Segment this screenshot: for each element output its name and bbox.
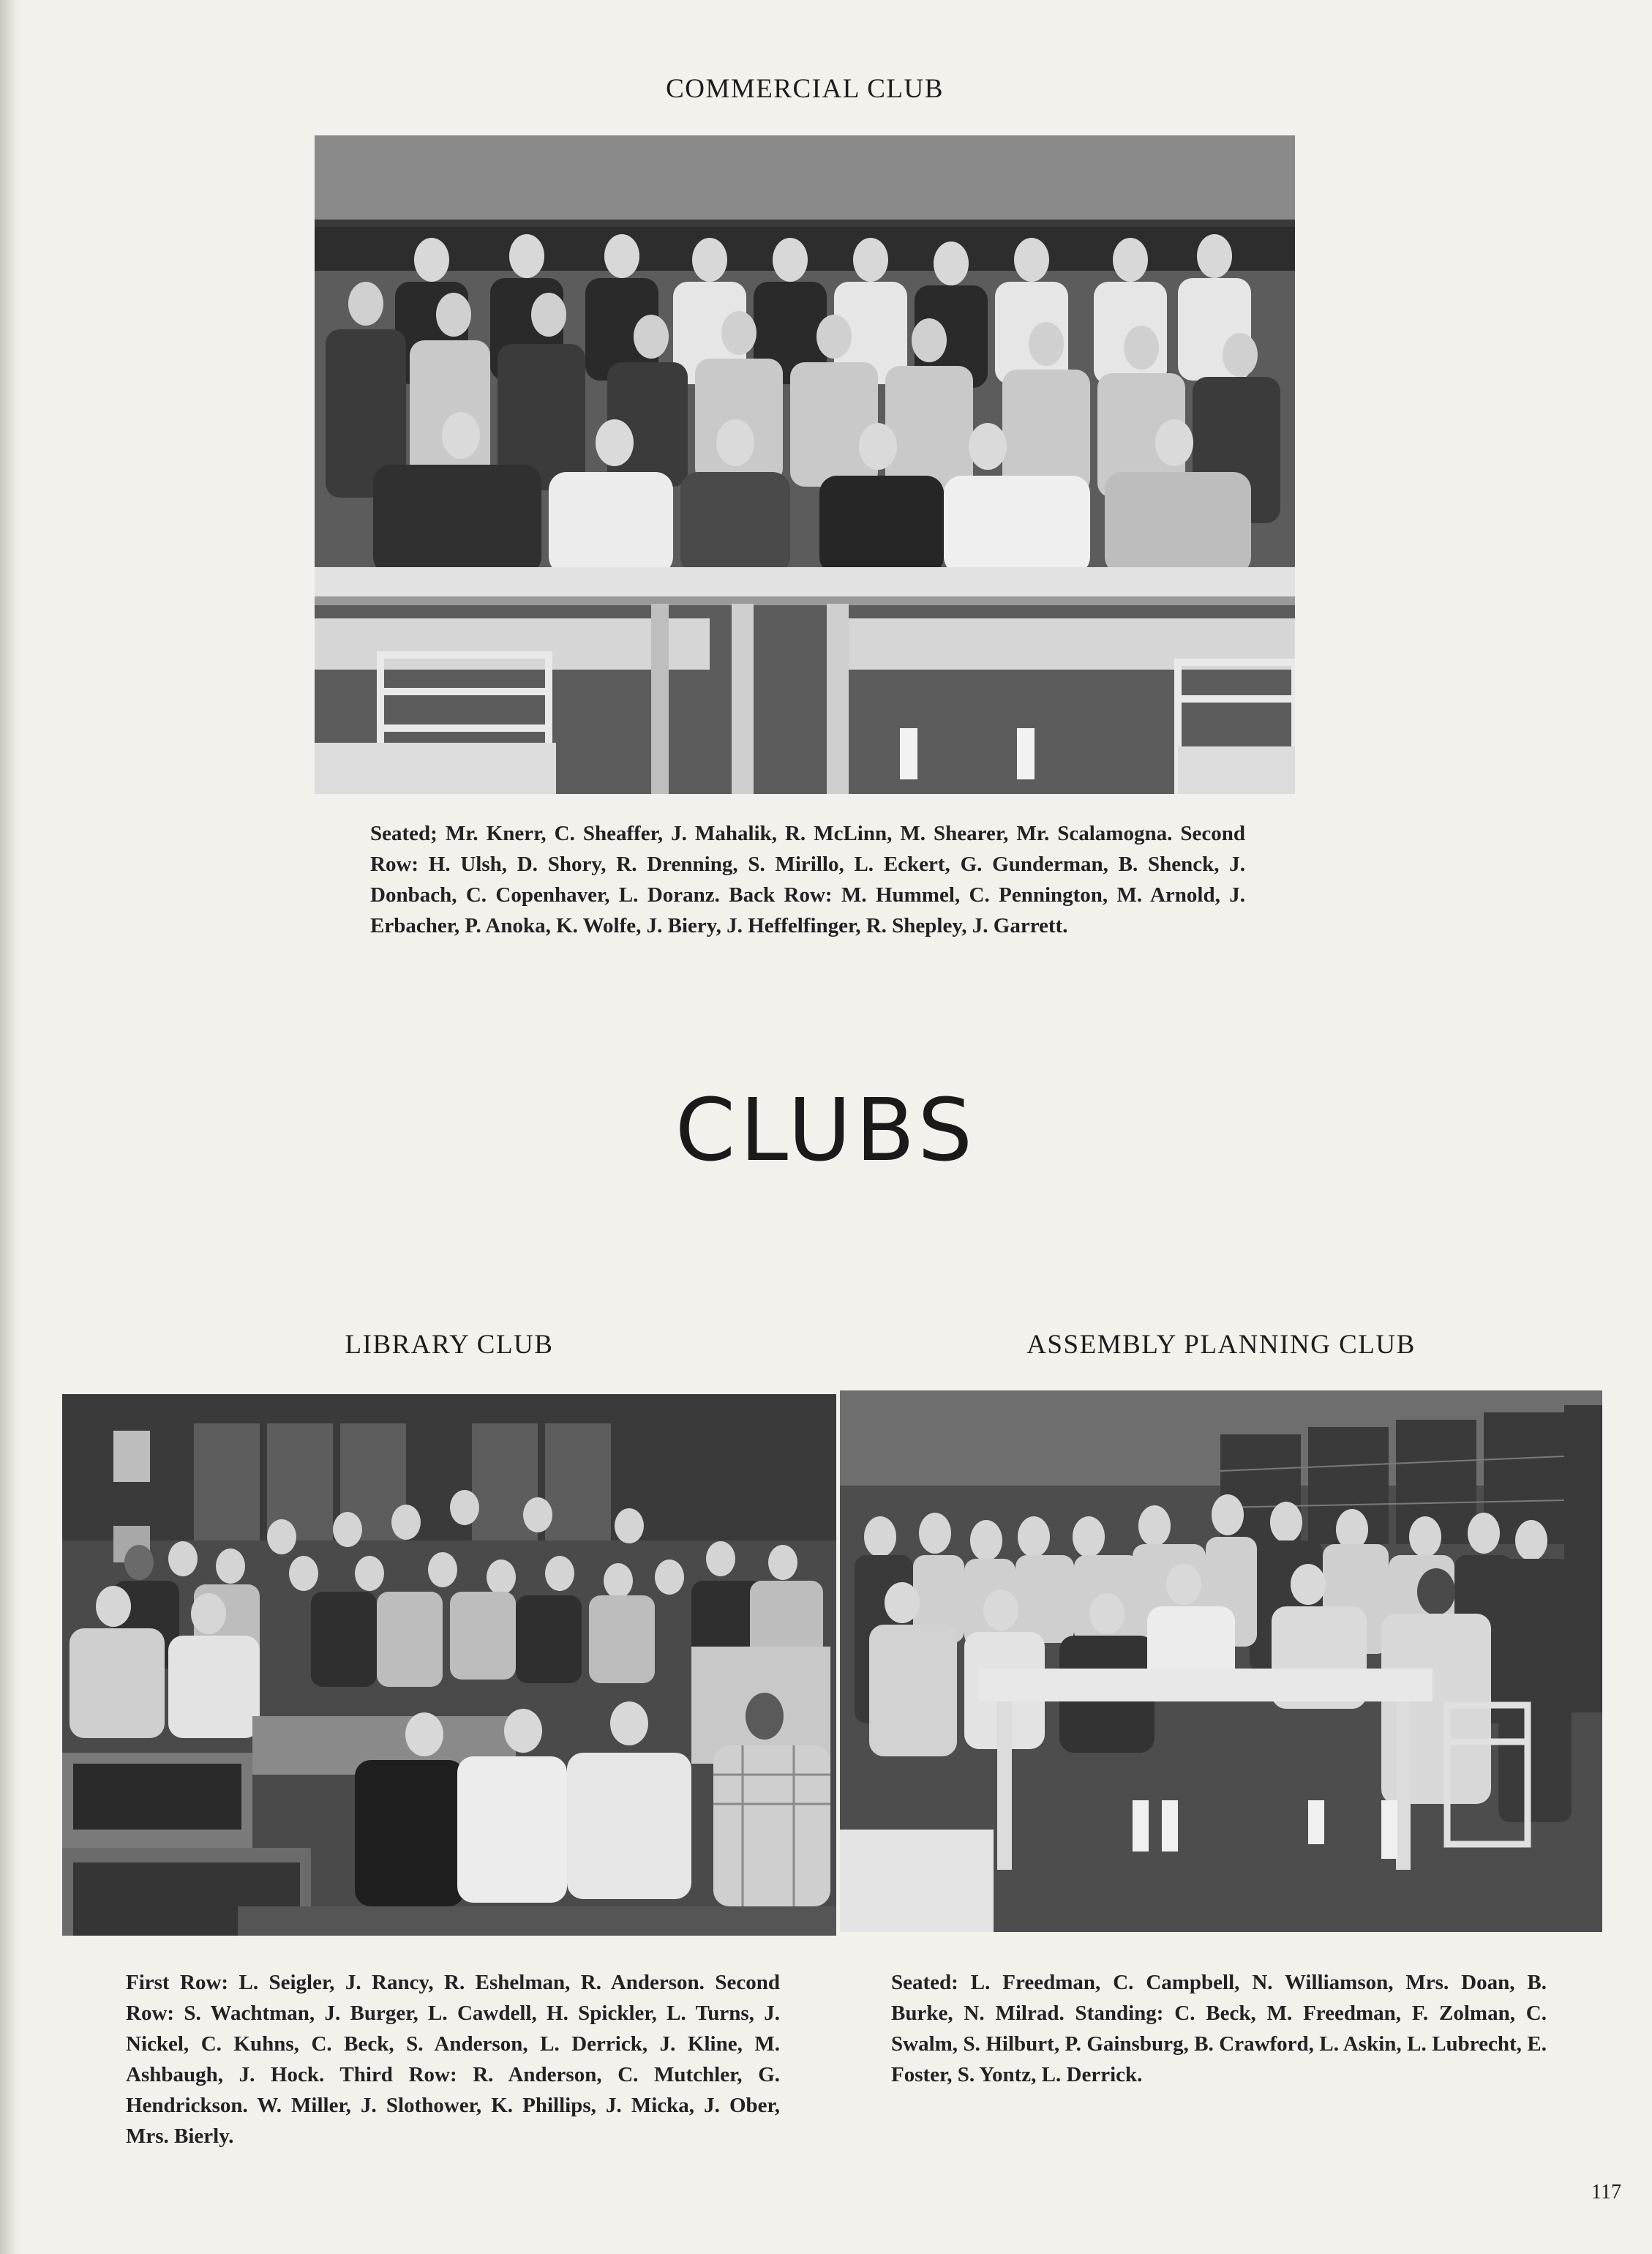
- library-club-heading: LIBRARY CLUB: [345, 1330, 554, 1360]
- assembly-planning-club-heading: ASSEMBLY PLANNING CLUB: [1026, 1330, 1416, 1360]
- page-number: 117: [1591, 2181, 1621, 2204]
- library-club-caption: First Row: L. Seigler, J. Rancy, R. Eshelman, R. Anderson. Second Row: S. Wachtman, J. Burger, L. Cawdell, H. Spickler, L. Turns, J. Nickel, C. Kuhns, C. Beck, S. Anderson, L. Derrick, J. Kline, M. Ashbaugh, J. Hock. Third Row: R. Anderson, C. Mutchler, G. Hendrickson. W. Miller, J. Slothower, K. Phillips, J. Micka, J. Ober, Mrs. Bierly.: [126, 1971, 780, 2148]
- library-club-photo: [62, 1394, 836, 1936]
- commercial-club-caption: Seated; Mr. Knerr, C. Sheaffer, J. Mahalik, R. McLinn, M. Shearer, Mr. Scalamogna. Second Row: H. Ulsh, D. Shory, R. Drenning, S. Mirillo, L. Eckert, G. Gunderman, B. Shenck, J. Donbach, C. Copenhaver, L. Doranz. Back Row: M. Hummel, C. Pennington, M. Arnold, J. Erbacher, P. Anoka, K. Wolfe, J. Biery, J. Heffelfinger, R. Shepley, J. Garrett.: [370, 822, 1245, 937]
- assembly-planning-club-photo: [840, 1390, 1602, 1932]
- commercial-club-heading: COMMERCIAL CLUB: [666, 74, 944, 104]
- commercial-club-photo: [315, 135, 1295, 794]
- page-title: CLUBS: [675, 1079, 977, 1180]
- assembly-planning-club-caption: Seated: L. Freedman, C. Campbell, N. Williamson, Mrs. Doan, B. Burke, N. Milrad. Standing: C. Beck, M. Freedman, F. Zolman, C. Swalm, S. Hilburt, P. Gainsburg, B. Crawford, L. Askin, L. Lubrecht, E. Foster, S. Yontz, L. Derrick.: [891, 1971, 1547, 2086]
